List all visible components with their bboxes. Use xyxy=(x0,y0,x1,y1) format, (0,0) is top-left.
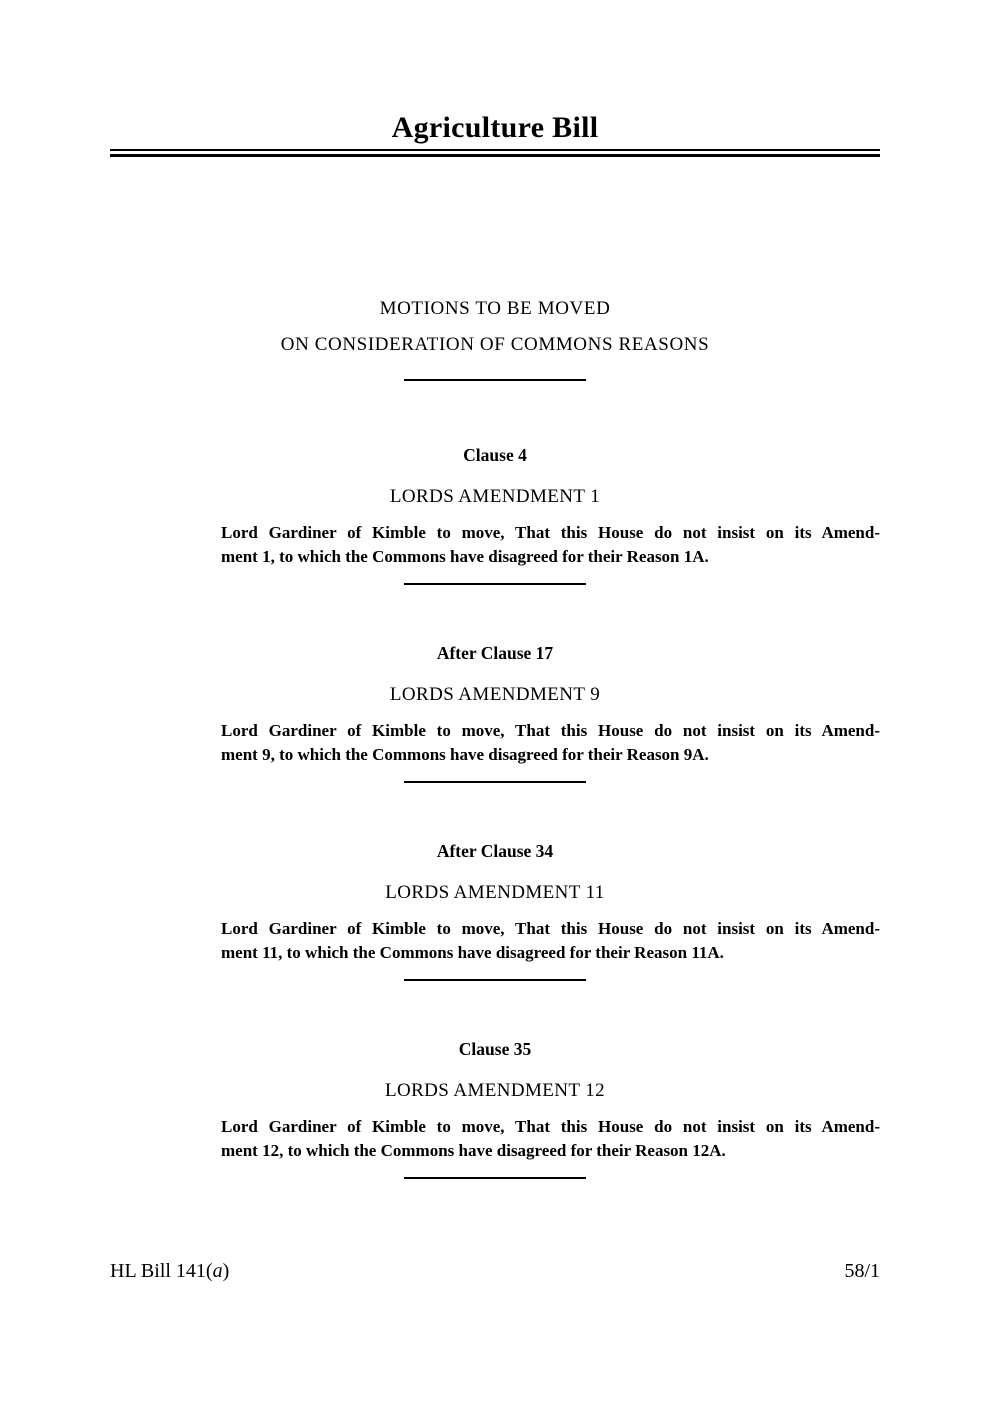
motion-text-line2: ment 1, to which the Commons have disagreed for their Reason 1A. xyxy=(221,547,709,566)
page-content xyxy=(0,110,991,1179)
clause-heading: Clause 35 xyxy=(458,1039,532,1059)
amendment-heading: LORDS AMENDMENT 11 xyxy=(385,882,605,903)
bill-number-prefix: HL Bill 141( xyxy=(110,1260,213,1282)
motion-section-after-clause-17 xyxy=(110,643,880,783)
motion-text-line2: ment 12, to which the Commons have disagreed for their Reason 12A. xyxy=(221,1141,726,1160)
bill-number-suffix: ) xyxy=(222,1260,230,1282)
separator-rule xyxy=(404,979,586,981)
page-title: Agriculture Bill xyxy=(391,111,599,144)
motion-text xyxy=(221,1115,880,1163)
title-double-rule xyxy=(110,149,880,157)
motion-text xyxy=(221,521,880,569)
amendment-heading: LORDS AMENDMENT 9 xyxy=(389,684,601,705)
clause-heading: After Clause 34 xyxy=(436,841,554,861)
motion-text-line1: Lord Gardiner of Kimble to move, That this House do not insist on its Amend- xyxy=(221,721,880,740)
motion-text-line1: Lord Gardiner of Kimble to move, That this House do not insist on its Amend- xyxy=(221,919,880,938)
motion-text-line2: ment 11, to which the Commons have disagreed for their Reason 11A. xyxy=(221,943,724,962)
separator-rule xyxy=(404,781,586,783)
page-footer xyxy=(110,1258,880,1284)
separator-rule xyxy=(404,1177,586,1179)
clause-heading: After Clause 17 xyxy=(436,643,554,663)
amendment-heading: LORDS AMENDMENT 12 xyxy=(384,1080,606,1101)
motion-section-clause-4 xyxy=(110,445,880,585)
motion-text-line1: Lord Gardiner of Kimble to move, That this House do not insist on its Amend- xyxy=(221,1117,880,1136)
bill-number xyxy=(110,1258,229,1284)
motions-heading-line1: MOTIONS TO BE MOVED xyxy=(379,298,611,319)
motion-text xyxy=(221,719,880,767)
motion-section-clause-35 xyxy=(110,1039,880,1179)
motions-heading xyxy=(110,291,880,363)
session-number: 58/1 xyxy=(844,1260,880,1282)
bill-number-italic: a xyxy=(212,1260,223,1282)
motion-section-after-clause-34 xyxy=(110,841,880,981)
motion-text-line1: Lord Gardiner of Kimble to move, That this House do not insist on its Amend- xyxy=(221,523,880,542)
motion-text-line2: ment 9, to which the Commons have disagreed for their Reason 9A. xyxy=(221,745,709,764)
amendment-heading: LORDS AMENDMENT 1 xyxy=(389,486,601,507)
separator-rule xyxy=(404,379,586,381)
clause-heading: Clause 4 xyxy=(463,445,527,465)
motion-text xyxy=(221,917,880,965)
separator-rule xyxy=(404,583,586,585)
motions-heading-line2: ON CONSIDERATION OF COMMONS REASONS xyxy=(280,334,710,355)
